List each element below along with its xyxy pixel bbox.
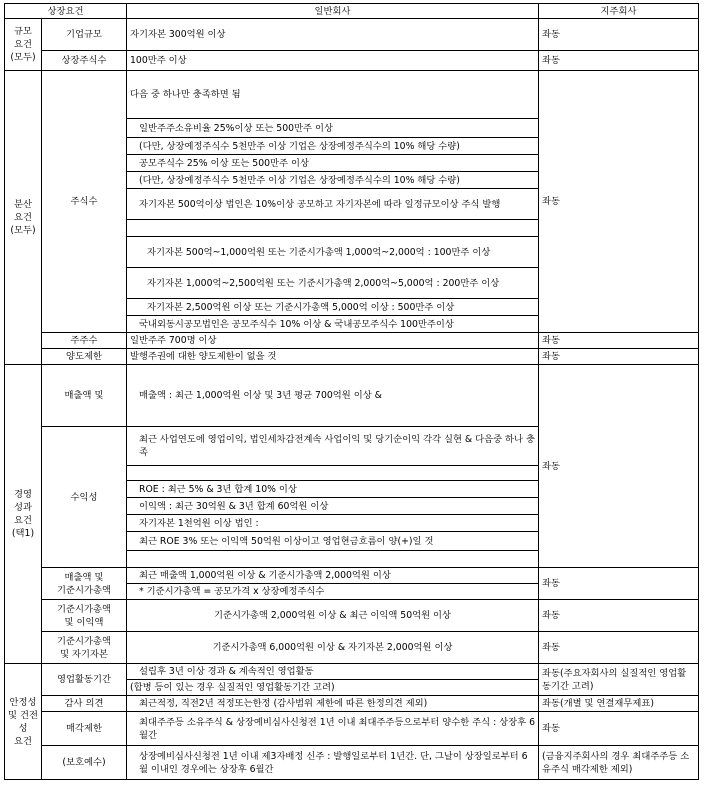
group-dispersion: 분산 요건 (모두) <box>5 71 42 365</box>
value-audit: 최근적정, 직전2년 적정또는한정 (감사범위 제한에 따른 한정의견 제외) <box>127 696 539 712</box>
profit-row: ROE : 최근 5% & 3년 합계 10% 이상 <box>127 481 539 498</box>
header-holding: 지주회사 <box>539 4 699 19</box>
label-sale-limit: 매각제한 <box>42 712 127 746</box>
holding-shares: 좌동 <box>539 71 699 333</box>
profit-row: 최근 사업연도에 영업이익, 법인세차감전계속 사업이익 및 당기순이익 각각 실현 & 다음중 하나 충족 <box>127 427 539 466</box>
value-mktcap-equity: 기준시가총액 6,000억원 이상 & 자기자본 2,000억원 이상 <box>127 632 539 664</box>
holding-audit: 좌동(개별 및 연결재무제표) <box>539 696 699 712</box>
value-protect: 상장예비심사신청전 1년 이내 제3자배정 신주 : 발행일로부터 1년간. 단, 그날이 상장일로부터 6월 이내인 경우에는 상장후 6월간 <box>127 746 539 780</box>
holding-protect: (금융지주회사의 경우 최대주주등 소유주식 매각제한 제외) <box>539 746 699 780</box>
shares-row: 자기자본 1,000억~2,500억원 또는 기준시가총액 2,000억~5,000억 : 200만주 이상 <box>127 268 539 299</box>
label-profit: 수익성 <box>42 427 127 568</box>
holding-mktcap-equity: 좌동 <box>539 632 699 664</box>
label-shareholders: 주주수 <box>42 333 127 349</box>
holding-operation: 좌동(주요자회사의 실질적인 영업활동기간 고려) <box>539 664 699 696</box>
shares-row: 공모주식수 25% 이상 또는 500만주 이상 <box>127 155 539 172</box>
profit-row: 이익액 : 최근 30억원 & 3년 합계 60억원 이상 <box>127 498 539 515</box>
value-shareholders: 일반주주 700명 이상 <box>127 333 539 349</box>
label-transfer: 양도제한 <box>42 349 127 365</box>
header-general: 일반회사 <box>127 4 539 19</box>
requirements-table <box>4 3 699 780</box>
holding-listed-shares: 좌동 <box>539 51 699 71</box>
holding-sales-mktcap: 좌동 <box>539 568 699 600</box>
shares-row: 자기자본 500억이상 법인은 10%이상 공모하고 자기자본에 따라 일정규모이상 주식 발행 <box>127 189 539 220</box>
value-operation-2: (합병 등이 있는 경우 실질적인 영업활동기간 고려) <box>127 680 539 696</box>
value-sales: 매출액 : 최근 1,000억원 이상 및 3년 평균 700억원 이상 & <box>127 365 539 427</box>
value-sales-mktcap: 최근 매출액 1,000억원 이상 & 기준시가총액 2,000억원 이상 <box>127 568 539 584</box>
shares-row: (다만, 상장예정주식수 5천만주 이상 기업은 상장예정주식수의 10% 해당 수량) <box>127 172 539 189</box>
label-audit: 감사 의견 <box>42 696 127 712</box>
holding-performance: 좌동 <box>539 365 699 568</box>
label-sales: 매출액 및 <box>42 365 127 427</box>
holding-sale-limit: 좌동 <box>539 712 699 746</box>
holding-shareholders: 좌동 <box>539 333 699 349</box>
shares-intro: 다음 중 하나만 충족하면 됨 <box>127 71 539 119</box>
header-row <box>5 4 699 19</box>
value-company-size: 자기자본 300억원 이상 <box>127 19 539 51</box>
shares-row-blank <box>127 220 539 237</box>
label-mktcap-equity: 기준시가총액 및 자기자본 <box>42 632 127 664</box>
value-mktcap-profit: 기준시가총액 2,000억원 이상 & 최근 이익액 50억원 이상 <box>127 600 539 632</box>
group-stability: 안정성 및 건전 성 요건 <box>5 664 42 780</box>
profit-row-blank <box>127 551 539 568</box>
value-transfer: 발행주권에 대한 양도제한이 없을 것 <box>127 349 539 365</box>
label-operation: 영업활동기간 <box>42 664 127 696</box>
shares-row: 국내외동시공모법인은 공모주식수 10% 이상 & 국내공모주식수 100만주이상 <box>127 316 539 333</box>
holding-company-size: 좌동 <box>539 19 699 51</box>
shares-row: 일반주주소유비율 25%이상 또는 500만주 이상 <box>127 119 539 138</box>
profit-row: 자기자본 1천억원 이상 법인 : <box>127 515 539 532</box>
holding-mktcap-profit: 좌동 <box>539 600 699 632</box>
label-shares: 주식수 <box>42 71 127 333</box>
label-sales-mktcap: 매출액 및 기준시가총액 <box>42 568 127 600</box>
group-scale: 규모 요건 (모두) <box>5 19 42 71</box>
note-mktcap: * 기준시가총액 = 공모가격 x 상장예정주식수 <box>127 584 539 600</box>
profit-row-blank <box>127 466 539 481</box>
header-requirement: 상장요건 <box>5 4 127 19</box>
shares-row: 자기자본 500억~1,000억원 또는 기준시가총액 1,000억~2,000억 : 100만주 이상 <box>127 237 539 268</box>
holding-transfer: 좌동 <box>539 349 699 365</box>
profit-row: 최근 ROE 3% 또는 이익액 50억원 이상이고 영업현금흐름이 양(+)일 것 <box>127 532 539 551</box>
label-mktcap-profit: 기준시가총액 및 이익액 <box>42 600 127 632</box>
shares-row: 자기자본 2,500억원 이상 또는 기준시가총액 5,000억 이상 : 500만주 이상 <box>127 299 539 316</box>
label-protect: (보호예수) <box>42 746 127 780</box>
value-operation-1: 설립후 3년 이상 경과 & 계속적인 영업활동 <box>127 664 539 680</box>
label-company-size: 기업규모 <box>42 19 127 51</box>
value-listed-shares: 100만주 이상 <box>127 51 539 71</box>
value-sale-limit: 최대주주등 소유주식 & 상장예비심사신청전 1년 이내 최대주주등으로부터 양수한 주식 : 상장후 6월간 <box>127 712 539 746</box>
shares-row: (다만, 상장예정주식수 5천만주 이상 기업은 상장예정주식수의 10% 해당 수량) <box>127 138 539 155</box>
group-performance: 경영 성과 요건 (택1) <box>5 365 42 664</box>
label-listed-shares: 상장주식수 <box>42 51 127 71</box>
